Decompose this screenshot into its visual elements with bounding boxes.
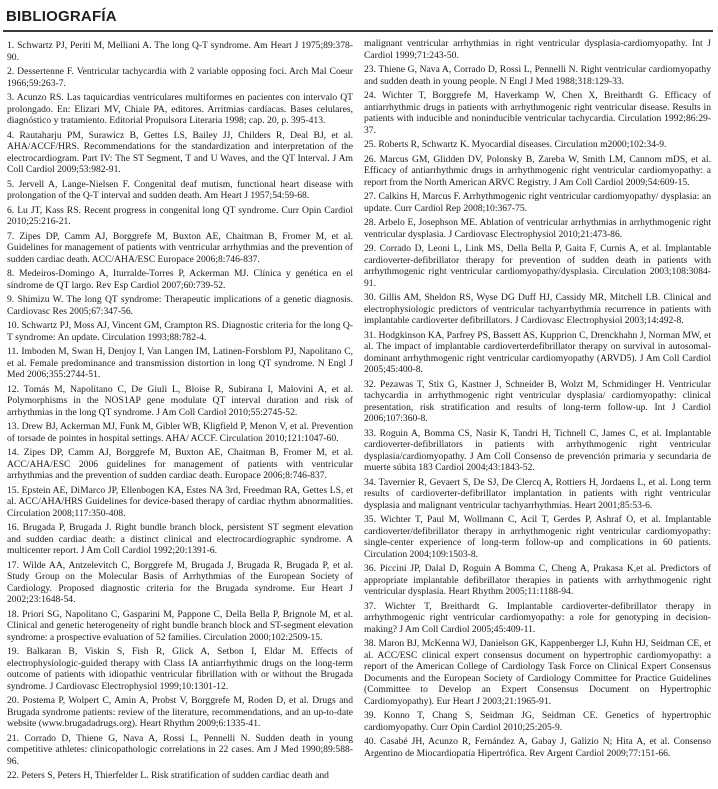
reference-item: 13. Drew BJ, Ackerman MJ, Funk M, Gibler WB, Kligfield P, Menon V, et al. Prevention of torsade de pointes in hospital settings. AHA/ ACCF. Circulation 2010;121:1047-60. [7,421,353,444]
reference-item: 1. Schwartz PJ, Periti M, Melliani A. The long Q-T syndrome. Am Heart J 1975;89:378-90. [7,40,353,63]
reference-item: 30. Gillis AM, Sheldon RS, Wyse DG Duff HJ, Cassidy MR, Mitchell LB. Clinical and electrophysiologic predictors of ventricular tachyarrhythmia recurrence in patients with implantable cardioverter defibrillators. J Cardiovasc Electrophysiol 2003;14:492-8. [364,292,711,326]
reference-item: 33. Roguin A, Bomma CS, Nasir K, Tandri H, Tichnell C, James C, et al. Implantable cardioverter-defibrillators in patients with arrhythmogenic right ventricular dysplasia/cardiomyopathy. J Am Coll Consenso de prevención primaria y secundaria de muerte súbita 183 Cardiol 2004;43:1843-52. [364,427,711,473]
reference-item: 14. Zipes DP, Camm AJ, Borggrefe M, Buxton AE, Chaitman B, Fromer M, et al. ACC/AHA/ESC 2006 guidelines for management of patients with ventricular arrhythmias and the prevention of sudden cardiac death. Europace 2006;8:746-837. [7,447,353,481]
reference-item: 19. Balkaran B, Viskin S, Fish R, Glick A, Setbon I, Eldar M. Effects of electrophysiologic-guided therapy with Class IA antiarrhythmic drugs on the long-term outcome of patients with idiopathic ventricular fibrillation with or without the Brugada syndrome. J Cardiovasc Electrophysiol 1999;10:1301-12. [7,646,353,692]
reference-column-right [364,38,711,786]
reference-item: 31. Hodgkinson KA, Parfrey PS, Bassett AS, Kupprion C, Drenckhahn J, Norman MW, et al. The impact of implantable cardioverterdefibrillator therapy on survival in autosomal-dominant arrhythmogenic right ventricular cardiomyopathy (ARVD5). J Am Coll Cardiol 2005;45:400-8. [364,329,711,375]
reference-item: 2. Dessertenne F. Ventricular tachycardia with 2 variable opposing foci. Arch Mal Coeur 1966;59:263-7. [7,66,353,89]
reference-item: 20. Postema P, Wolpert C, Amin A, Probst V, Borggrefe M, Roden D, et al. Drugs and Brugada syndrome patients: review of the literature, recommendations, and an up-to-date website (www.brugadadrugs.org). Heart Rhythm 2009;6:1335-41. [7,695,353,729]
reference-item: 22. Peters S, Peters H, Thierfelder L. Risk stratification of sudden cardiac death and [7,770,329,781]
reference-item: 18. Priori SG, Napolitano C, Gasparini M, Pappone C, Della Bella P, Brignole M, et al. Clinical and genetic heterogeneity of right bundle branch block and ST-segment elevation syndrome: a prospective evaluation of 52 families. Circulation 2000;102:2509-15. [7,608,353,643]
reference-item: 37. Wichter T, Breithardt G. Implantable cardioverter-defibrillator therapy in arrhythmogenic right ventricular cardiomyopathy: a role for genotyping in decision-making? J Am Coll Cardiol 2005;45:409-11. [364,600,711,635]
section-title: BIBLIOGRAFÍA [6,8,117,25]
reference-item: 11. Imboden M, Swan H, Denjoy I, Van Langen IM, Latinen-Forsblom PJ, Napolitano C, et al. Female predominance and transmission distortion in long QT syndrome. N Engl J Med 2006;355:2744-51. [7,346,353,380]
reference-item: 3. Acunzo RS. Las taquicardias ventriculares multiformes en pacientes con intervalo QT prolongado. En: Elizari MV, Chiale PA, editores. Arritmias cardíacas. Bases celulares, diagnóstico y tratamiento. Editorial Propulsora Literaria 1998; cap. 20, p. 395-413. [7,92,353,126]
reference-item: 36. Piccini JP, Dalal D, Roguin A Bomma C, Cheng A, Prakasa K,et al. Predictors of appropriate implantable defibrillator therapies in patients with arrhythmogenic right ventricular dysplasia. Heart Rhythm 2005;11:1188-94. [364,563,711,597]
reference-item: 34. Tavernier R, Gevaert S, De SJ, De Clercq A, Rottiers H, Jordaens L, et al. Long term results of cardioverter-defibrillator implantation in patients with right ventricular dysplasia and malignant ventricular tachyarrhythmias. Heart 2001;85:53-6. [364,476,711,511]
reference-item: 40. Casabé JH, Acunzo R, Fernández A, Gabay J, Galizio N; Hita A, et al. Consenso Argentino de Miocardiopatía Hipertrófica. Rev Argent Cardiol 2009;77:151-66. [364,736,711,759]
reference-item: 23. Thiene G, Nava A, Corrado D, Rossi L, Pennelli N. Right ventricular cardiomyopathy and sudden death in young people. N Engl J Med 1988;318:129-33. [364,64,711,87]
reference-item: 8. Medeiros-Domingo A, Iturralde-Torres P, Ackerman MJ. Clínica y genética en el síndrome de QT largo. Rev Esp Cardiol 2007;60:739-52. [7,268,353,291]
reference-item: 39. Konno T, Chang S, Seidman JG, Seidman CE. Genetics of hypertrophic cardiomyopathy. Curr Opin Cardiol 2010;25:205-9. [364,710,711,733]
reference-item: 26. Marcus GM, Glidden DV, Polonsky B, Zareba W, Smith LM, Cannom mDS, et al. Efficacy of antiarrhythmic drugs in arrhythmogenic right ventricular cardiomyopathy: a report from the North American ARVC Registry. J Am Coll Cardiol 2009;54:609-15. [364,153,711,188]
section-heading [3,2,713,32]
reference-item-continued: malignant ventricular arrhythmias in right ventricular dysplasia-cardiomyopathy. Int J Cardiol 1999;71:243-50. [364,38,711,61]
reference-item: 38. Maron BJ, McKenna WJ, Danielson GK, Kappenberger LJ, Kuhn HJ, Seidman CE, et al. ACC/ESC clinical expert consensus document on hypertrophic cardiomyopathy: a report of the American College of Cardiology Task Force on Clinical Expert Consensus Documents and the European Society of Cardiology Committee for Practice Guidelines (Committee to Develop an Expert Consensus Document on Hypertrophic Cardiomyopathy). Eur Heart J 2003;21:1965-91. [364,638,711,707]
reference-item: 28. Arbelo E, Josephson ME. Ablation of ventricular arrhythmias in arrhythmogenic right ventricular dysplasia. J Cardiovasc Electrophysiol 2010;21:473-86. [364,217,711,240]
reference-item: 6. Lu JT, Kass RS. Recent progress in congenital long QT syndrome. Curr Opin Cardiol 2010;25:216-21. [7,204,353,227]
reference-item: 7. Zipes DP, Camm AJ, Borggrefe M, Buxton AE, Chaitman B, Fromer M, et al. Guidelines for management of patients with ventricular arrhythmias and the prevention of sudden cardiac death. ACC/AHA/ESC Europace 2006;8:746-837. [7,230,353,265]
reference-item: 32. Pezawas T, Stix G, Kastner J, Schneider B, Wolzt M, Schmidinger H. Ventricular tachycardia in arrhythmogenic right ventricular dysplasia/ cardiomyopathy: clinical presentation, risk stratification and results of long-term follow-up. Int J Cardiol 2006;107:360-8. [364,378,711,424]
reference-item: 29. Corrado D, Leoni L, Link MS, Della Bella P, Gaita F, Curnis A, et al. Implantable cardioverter-defibrillator therapy for prevention of sudden death in patients with arrhythmogenic right ventricular cardiomyopathy/dysplasia. Circulation 2003;108:3084-91. [364,243,711,289]
reference-item: 12. Tomás M, Napolitano C, De Giuli L, Bloise R, Subirana I, Malovini A, et al. Polymorphisms in the NOS1AP gene modulate QT interval duration and risk of arrhythmias in the long QT syndrome. J Am Coll Cardiol 2010;55:2745-52. [7,383,353,418]
reference-item: 16. Brugada P, Brugada J. Right bundle branch block, persistent ST segment elevation and sudden cardiac death: a distinct clinical and electrocardiographic syndrome. A multicenter report. J Am Coll Cardiol 1992;20:1391-6. [7,522,353,556]
reference-item: 27. Calkins H, Marcus F. Arrhythmogenic right ventricular cardiomyopathy/ dysplasia: an update. Curr Cardiol Rep 2008;10:367-75. [364,191,711,214]
reference-item: 9. Shimizu W. The long QT syndrome: Therapeutic implications of a genetic diagnosis. Cardiovasc Res 2005;67:347-56. [7,294,353,317]
reference-item: 21. Corrado D, Thiene G, Nava A, Rossi L, Pennelli N. Sudden death in young competitive athletes: clinicopathologic correlations in 22 cases. Am J Med 1990;89:588-96. [7,732,353,767]
reference-item: 4. Rautaharju PM, Surawicz B, Gettes LS, Bailey JJ, Childers R, Deal BJ, et al. AHA/ACCF/HRS. Recommendations for the standardization and interpretation of the electrocardiogram. Part IV: The ST Segment, T and U Waves, and the QT Interval. J Am Coll Cardiol 2009;53:982-91. [7,129,353,175]
reference-item: 35. Wichter T, Paul M, Wollmann C, Acil T, Gerdes P, Ashraf O, et al. Implantable cardioverter/defibrillator therapy in arrhythmogenic right ventricular cardiomyopathy: single-center experience of long-term follow-up and complications in 60 patients. Circulation 2004;109:1503-8. [364,514,711,560]
reference-column-left [7,40,353,788]
reference-item: 15. Epstein AE, DiMarco JP, Ellenbogen KA, Estes NA 3rd, Freedman RA, Gettes LS, et al. ACC/AHA/HRS Guidelines for device-based therapy of cardiac rhythm abnormalities. Circulation 2008;117:350-408. [7,484,353,519]
reference-item: 10. Schwartz PJ, Moss AJ, Vincent GM, Crampton RS. Diagnostic criteria for the long Q-T syndrome: An update. Circulation 1993;88:782-4. [7,320,353,343]
reference-item: 17. Wilde AA, Antzelevitch C, Borggrefe M, Brugada J, Brugada R, Brugada P, et al. Study Group on the Molecular Basis of Arrhythmias of the European Society of Cardiology. Proposed diagnostic criteria for the Brugada syndrome. Eur Heart J 2002;23:1648-54. [7,559,353,605]
reference-item: 24. Wichter T, Borggrefe M, Haverkamp W, Chen X, Breithardt G. Efficacy of antiarrhythmic drugs in patients with arrhythmogenic right ventricular disease. Results in patients with inducible and noninducible ventricular tachycardia. Circulation 1992;86:29-37. [364,90,711,136]
reference-item: 5. Jervell A, Lange-Nielsen F. Congenital deaf mutism, functional heart disease with prolongation of the Q-T interval and sudden death. Am Heart J 1957;54:59-68. [7,178,353,201]
reference-item: 25. Roberts R, Schwartz K. Myocardial diseases. Circulation m2000;102:34-9. [364,139,667,150]
